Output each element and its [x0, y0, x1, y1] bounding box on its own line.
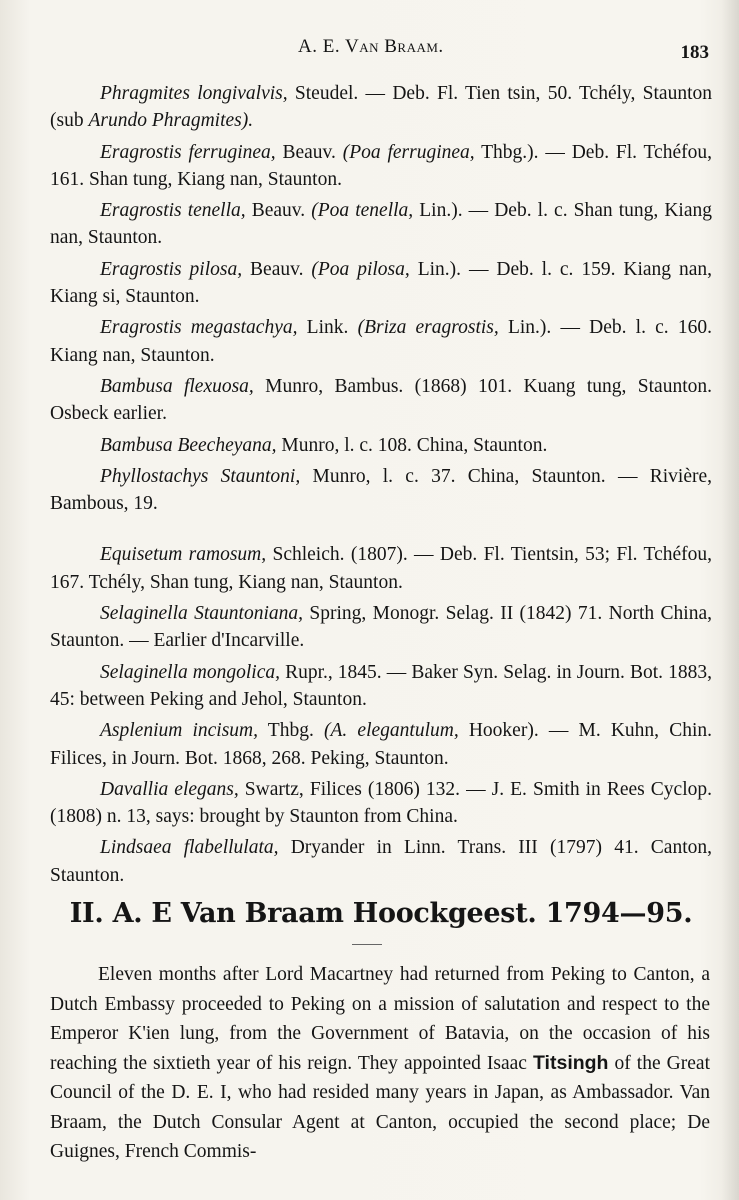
species-name: Equisetum ramosum,: [100, 544, 267, 566]
species-name: Eragrostis megastachya,: [100, 317, 298, 339]
section-heading: II. A. E Van Braam Hoockgeest. 1794—95.: [69, 898, 693, 929]
species-list: [50, 80, 712, 893]
entry-citation: Schleich. (1807). — Deb. Fl. Tientsin, 53; Fl. Tchéfou, 167. Tchély, Shan tung, Kiang nan, Staunton.: [50, 544, 713, 593]
entry-citation: Steudel. — Deb. Fl. Tien tsin, 50. Tchély, Staunton (sub: [50, 83, 712, 132]
species-name: Eragrostis pilosa,: [100, 258, 243, 280]
species-name: Lindsaea flabellulata,: [100, 837, 279, 859]
section-paragraph: [50, 960, 710, 1167]
entry-citation: Beauv.: [245, 200, 312, 222]
species-name: Asplenium incisum,: [100, 720, 259, 742]
species-entry: [50, 541, 712, 596]
paragraph-text-1: Eleven months after Lord Macartney had returned from Peking to Canton, a Dutch Embassy proceeded to Peking on a mission of salutation and respect to the Emperor K'ien lung, from the Government of Batavia, on the occasion of his reaching the sixtieth year of his reign. They appointed Isaac: [50, 964, 710, 1074]
synonym-name: (Poa ferruginea,: [342, 141, 475, 163]
species-entry: [50, 197, 712, 252]
entry-citation: Dryander in Linn. Trans. III (1797) 41. Canton, Staunton.: [50, 837, 712, 886]
running-title: A. E. Van Braam.: [298, 36, 444, 57]
species-name: Davallia elegans,: [100, 778, 239, 800]
species-entry: [50, 432, 712, 459]
entry-citation-rest: Lin.). — Deb. l. c. Shan tung, Kiang nan, Staunton.: [50, 200, 712, 249]
species-name: Phyllostachys Stauntoni,: [100, 465, 301, 487]
species-name: Eragrostis tenella,: [100, 200, 246, 222]
entry-citation: Beauv.: [242, 258, 312, 280]
species-name: Phragmites longivalvis,: [100, 83, 288, 104]
species-entry: [50, 314, 712, 369]
species-group-ferns: [50, 541, 712, 889]
synonym-name: (Briza eragrostis,: [357, 317, 499, 339]
species-group-grasses: [50, 80, 712, 517]
species-entry: [50, 373, 712, 428]
paragraph-text-2: of the Great Council of the D. E. I, who had resided many years in Japan, as Ambassador. Van Braam, the Dutch Consular Agent at Canton, occupied the second place; De Guignes, French Commis-: [50, 1052, 710, 1162]
entry-citation-rest: Lin.). — Deb. l. c. 160. Kiang nan, Staunton.: [50, 317, 712, 366]
entry-citation-rest: Thbg.). — Deb. Fl. Tchéfou, 161. Shan tung, Kiang nan, Staunton.: [50, 141, 712, 190]
species-entry: [50, 80, 712, 135]
species-name: Selaginella Stauntoniana,: [100, 603, 303, 625]
entry-citation: Munro, l. c. 37. China, Staunton. — Rivière, Bambous, 19.: [50, 465, 713, 515]
synonym-name: (Poa tenella,: [311, 200, 414, 222]
species-entry: [50, 600, 712, 655]
entry-citation-rest: Lin.). — Deb. l. c. 159. Kiang nan, Kiang si, Staunton.: [50, 258, 712, 308]
synonym-name: (A. elegantulum,: [324, 720, 459, 742]
species-name: Selaginella mongolica,: [100, 661, 280, 683]
entry-citation: Thbg.: [258, 720, 324, 742]
synonym-name: Arundo Phragmites).: [88, 110, 254, 132]
entry-citation: Munro, l. c. 108. China, Staunton.: [276, 434, 548, 456]
group-spacer: [50, 521, 712, 541]
species-entry: [50, 776, 712, 831]
page-number: 183: [680, 42, 709, 63]
entry-citation: Link.: [297, 317, 358, 339]
entry-citation: Swartz, Filices (1806) 132. — J. E. Smith in Rees Cyclop. (1808) n. 13, says: brought by Staunton from China.: [50, 778, 712, 828]
entry-citation: Spring, Monogr. Selag. II (1842) 71. North China, Staunton. — Earlier d'Incarville.: [50, 603, 712, 652]
paragraph-name-titsingh: Titsingh: [533, 1051, 609, 1074]
synonym-name: (Poa pilosa,: [311, 258, 410, 280]
page-spine-shadow: [721, 0, 739, 1200]
species-entry: [50, 834, 712, 889]
entry-citation-rest: Hooker). — M. Kuhn, Chin. Filices, in Journ. Bot. 1868, 268. Peking, Staunton.: [50, 720, 713, 769]
species-entry: [50, 139, 712, 194]
species-entry: [50, 463, 712, 518]
page-header: [0, 36, 739, 66]
heading-rule: [352, 944, 382, 945]
entry-citation: Munro, Bambus. (1868) 101. Kuang tung, Staunton. Osbeck earlier.: [50, 375, 712, 425]
species-entry: [50, 256, 712, 311]
entry-citation: Beauv.: [275, 141, 343, 163]
species-entry: [50, 717, 712, 772]
entry-citation: Rupr., 1845. — Baker Syn. Selag. in Journ. Bot. 1883, 45: between Peking and Jehol, Staunton.: [50, 661, 712, 710]
species-entry: [50, 659, 712, 714]
species-name: Bambusa Beecheyana,: [100, 434, 277, 456]
species-name: Bambusa flexuosa,: [100, 375, 254, 397]
species-name: Eragrostis ferruginea,: [100, 141, 276, 163]
